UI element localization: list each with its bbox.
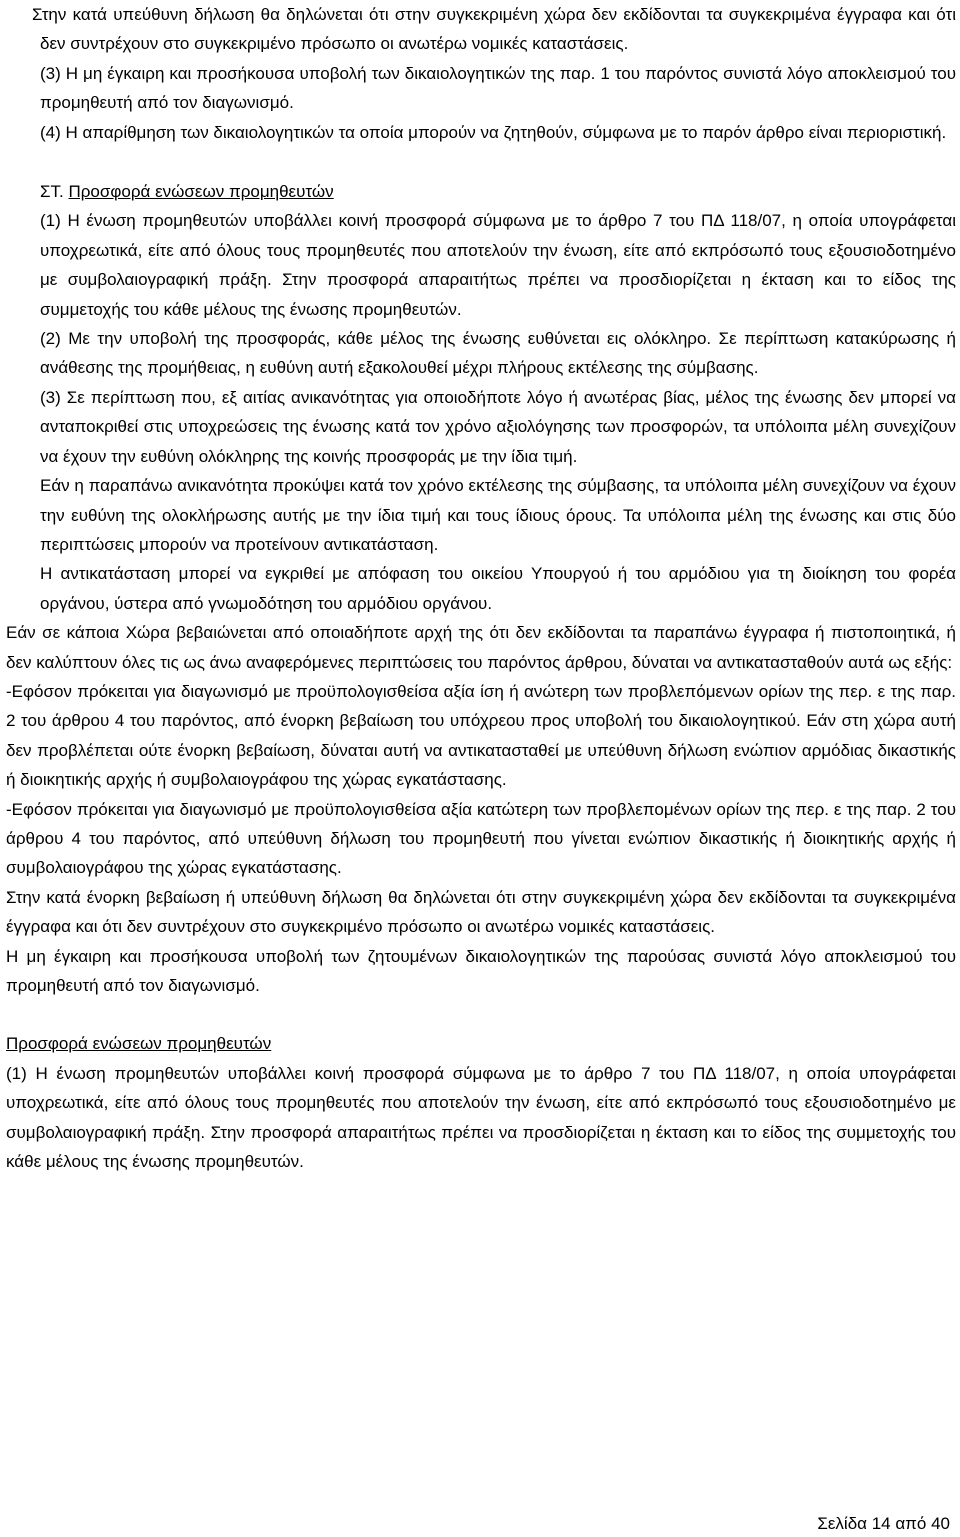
paragraph-incapacity: Εάν η παραπάνω ανικανότητα προκύψει κατά τον χρόνο εκτέλεσης της σύμβασης, τα υπόλοιπα μέλη συνεχίζουν να έχουν την ευθύνη της ολοκλήρωσης αυτής με την ίδια τιμή και τους ίδιους όρους. Τα υπόλοιπα μέλη της ένωσης και στις δύο περιπτώσεις μπορούν να προτείνουν αντικατάσταση. xyxy=(40,476,956,554)
paragraph-country-certificates: Εάν σε κάποια Χώρα βεβαιώνεται από οποιαδήποτε αρχή της ότι δεν εκδίδονται τα παραπάνω έγγραφα ή πιστοποιητικά, ή δεν καλύπτουν όλες τις ως άνω αναφερόμενες περιπτώσεις του παρόντος άρθρου, δύναται να αντικατασταθούν αυτά ως εξής: xyxy=(6,623,956,672)
page-number: Σελίδα 14 από 40 xyxy=(817,1514,950,1533)
paragraph-4: (4) Η απαρίθμηση των δικαιολογητικών τα οποία μπορούν να ζητηθούν, σύμφωνα με το παρόν άρθρο είναι περιοριστική. xyxy=(40,122,947,142)
paragraph-sworn-statement-cont: Στην κατά υπεύθυνη δήλωση θα δηλώνεται ότι στην συγκεκριμένη χώρα δεν εκδίδονται τα συγκεκριμένα έγγραφα και ότι δεν συντρέχουν στο συγκεκριμένο πρόσωπο οι ανωτέρω νομικές καταστάσεις. xyxy=(32,5,956,54)
paragraph-1: (1) Η ένωση προμηθευτών υποβάλλει κοινή προσφορά σύμφωνα με το άρθρο 7 του ΠΔ 118/07, η οποία υπογράφεται υποχρεωτικά, είτε από όλους τους προμηθευτές που αποτελούν την ένωση, είτε από εκπρόσωπό τους εξουσιοδοτημένο με συμβολαιογραφική πράξη. Στην προσφορά απαραιτήτως πρέπει να προσδιορίζεται η έκταση και το είδος της συμμετοχής του κάθε μέλους της ένωσης προμηθευτών. xyxy=(6,1063,956,1172)
section-e-tail xyxy=(0,0,960,147)
paragraph-exclusion: Η μη έγκαιρη και προσήκουσα υποβολή των ζητουμένων δικαιολογητικών της παρούσας συνιστά λόγο αποκλεισμού του προμηθευτή από τον διαγωνισμό. xyxy=(6,946,956,995)
paragraph-replacement: Η αντικατάσταση μπορεί να εγκριθεί με απόφαση του οικείου Υπουργού ή του αρμόδιου για τη διοίκηση του φορέα οργάνου, ύστερα από γνωμοδότηση του αρμόδιου οργάνου. xyxy=(40,564,956,613)
body-section xyxy=(0,618,960,1000)
paragraph-3: (3) Σε περίπτωση που, εξ αιτίας ανικανότητας για οποιοδήποτε λόγο ή ανωτέρας βίας, μέλος της ένωσης δεν μπορεί να ανταποκριθεί στις υποχρεώσεις της ένωσης κατά τον χρόνο αξιολόγησης των προσφορών, τα υπόλοιπα μέλη συνεχίζουν να έχουν την ευθύνη ολόκληρης της κοινής προσφοράς με την ίδια τιμή. xyxy=(40,387,956,466)
section-st xyxy=(0,177,960,618)
paragraph-below-threshold: -Εφόσον πρόκειται για διαγωνισμό με προϋπολογισθείσα αξία κατώτερη των προβλεπομένων ορίων της περ. ε της παρ. 2 του άρθρου 4 του παρόντος, από υπεύθυνη δήλωση του προμηθευτή που γίνεται ενώπιον δικαστικής ή διοικητικής αρχής ή συμβολαιογράφου της χώρας εγκατάστασης. xyxy=(6,799,956,878)
paragraph-3: (3) Η μη έγκαιρη και προσήκουσα υποβολή των δικαιολογητικών της παρ. 1 του παρόντος συνιστά λόγο αποκλεισμού του προμηθευτή από τον διαγωνισμό. xyxy=(40,63,956,113)
section-st-title: Προσφορά ενώσεων προμηθευτών xyxy=(68,182,334,202)
paragraph-above-threshold: -Εφόσον πρόκειται για διαγωνισμό με προϋπολογισθείσα αξία ίση ή ανώτερη των προβλεπόμενων ορίων της περ. ε της παρ. 2 του άρθρου 4 του παρόντος, από ένορκη βεβαίωση του υπόχρεου προς υποβολή του δικαιολογητικού. Εάν στη χώρα αυτή δεν προβλέπεται ούτε ένορκη βεβαίωση, δύναται αυτή να αντικατασταθεί με υπεύθυνη δήλωση ενώπιον αρμόδιας δικαστικής ή διοικητικής αρχής ή συμβολαιογράφου της χώρας εγκατάστασης. xyxy=(6,681,956,790)
section-consortium xyxy=(0,1029,960,1176)
paragraph-sworn-statement: Στην κατά ένορκη βεβαίωση ή υπεύθυνη δήλωση θα δηλώνεται ότι στην συγκεκριμένη χώρα δεν εκδίδονται τα συγκεκριμένα έγγραφα και ότι δεν συντρέχουν στο συγκεκριμένο πρόσωπο οι ανωτέρω νομικές καταστάσεις. xyxy=(6,887,956,937)
section-consortium-heading: Προσφορά ενώσεων προμηθευτών xyxy=(6,1034,272,1054)
paragraph-2: (2) Με την υποβολή της προσφοράς, κάθε μέλος της ένωσης ευθύνεται εις ολόκληρο. Σε περίπτωση κατακύρωσης ή ανάθεσης της προμήθειας, η ευθύνη αυτή εξακολουθεί μέχρι πλήρους εκτέλεσης της σύμβασης. xyxy=(40,329,956,378)
section-st-heading xyxy=(40,177,956,206)
section-st-prefix: ΣΤ. xyxy=(40,182,69,202)
paragraph-1: (1) Η ένωση προμηθευτών υποβάλλει κοινή προσφορά σύμφωνα με το άρθρο 7 του ΠΔ 118/07, η οποία υπογράφεται υποχρεωτικά, είτε από όλους τους προμηθευτές που αποτελούν την ένωση, είτε από εκπρόσωπό τους εξουσιοδοτημένο με συμβολαιογραφική πράξη. Στην προσφορά απαραιτήτως πρέπει να προσδιορίζεται η έκταση και το είδος της συμμετοχής του κάθε μέλους της ένωσης προμηθευτών. xyxy=(40,211,956,319)
